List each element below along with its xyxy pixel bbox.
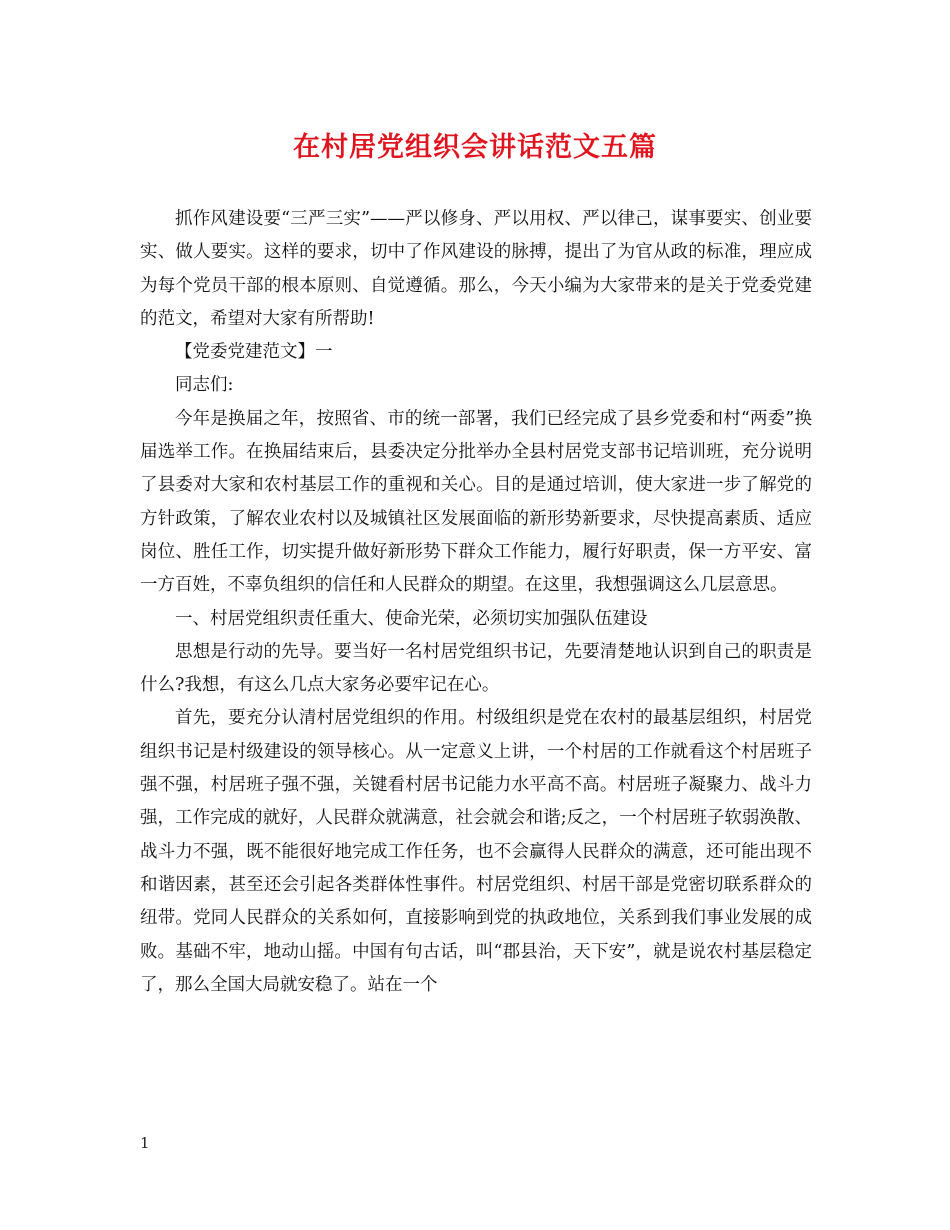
paragraph-intro: 抓作风建设要“三严三实”——严以修身、严以用权、严以律己，谋事要实、创业要实、做人要实。这样的要求，切中了作风建设的脉搏，提出了为官从政的标准，理应成为每个党员干部的根本原则、自觉遵循。那么，今天小编为大家带来的是关于党委党建的范文，希望对大家有所帮助! <box>140 209 812 329</box>
paragraph-first-point: 首先，要充分认清村居党组织的作用。村级组织是党在农村的最基层组织，村居党组织书记是村级建设的领导核心。从一定意义上讲，一个村居的工作就看这个村居班子强不强，村居班子强不强，关键看村居书记能力水平高不高。村居班子凝聚力、战斗力强，工作完成的就好，人民群众就满意，社会就会和谐;反之，一个村居班子软弱涣散、战斗力不强，既不能很好地完成工作任务，也不会赢得人民群众的满意，还可能出现不和谐因素，甚至还会引起各类群体性事件。村居党组织、村居干部是党密切联系群众的纽带。党同人民群众的关系如何，直接影响到党的执政地位，关系到我们事业发展的成败。基础不牢，地动山摇。中国有句古话，叫“郡县治，天下安”，就是说农村基层稳定了，那么全国大局就安稳了。站在一个 <box>140 708 812 995</box>
paragraph-thought: 思想是行动的先导。要当好一名村居党组织书记，先要清楚地认识到自己的职责是什么?我想，有这么几点大家务必要牢记在心。 <box>140 641 812 696</box>
page-number: 1 <box>140 1134 150 1152</box>
document-title: 在村居党组织会讲话范文五篇 <box>293 132 657 163</box>
paragraph-salutation: 同志们: <box>175 375 234 396</box>
document-body <box>140 203 812 1002</box>
paragraph-section-heading: 【党委党建范文】一 <box>175 342 333 363</box>
paragraph-heading-one: 一、村居党组织责任重大、使命光荣，必须切实加强队伍建设 <box>175 608 648 629</box>
page-footer <box>0 1124 950 1164</box>
paragraph-opening: 今年是换届之年，按照省、市的统一部署，我们已经完成了县乡党委和村“两委”换届选举工作。在换届结束后，县委决定分批举办全县村居党支部书记培训班，充分说明了县委对大家和农村基层工作的重视和关心。目的是通过培训，使大家进一步了解党的方针政策，了解农业农村以及城镇社区发展面临的新形势新要求，尽快提高素质、适应岗位、胜任工作，切实提升做好新形势下群众工作能力，履行好职责，保一方平安、富一方百姓，不辜负组织的信任和人民群众的期望。在这里，我想强调这么几层意思。 <box>140 408 812 596</box>
